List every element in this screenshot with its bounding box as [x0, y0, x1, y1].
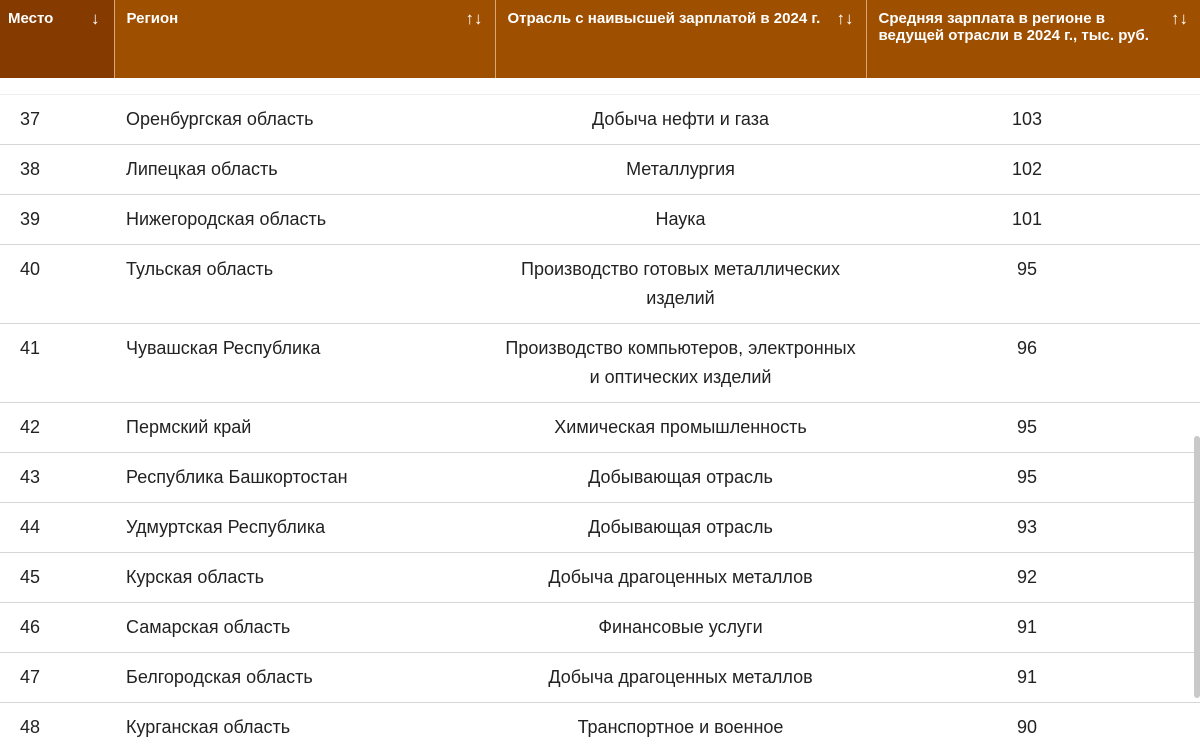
industry-cell: Добыча драгоценных металлов — [495, 553, 866, 603]
industry-cell: Добыча нефти и газа — [495, 95, 866, 145]
region-cell: Курганская область — [114, 703, 495, 750]
header-row — [0, 0, 1200, 78]
salary-cell: 93 — [866, 503, 1200, 553]
salary-cell: 96 — [866, 324, 1200, 403]
salary-cell: 102 — [866, 145, 1200, 195]
region-cell: Нижегородская область — [114, 195, 495, 245]
region-cell: Удмуртская Республика — [114, 503, 495, 553]
rank-cell: 43 — [0, 453, 114, 503]
salary-cell: 95 — [866, 245, 1200, 324]
sort-toggle-icon[interactable]: ↑↓ — [836, 9, 854, 28]
industry-cell: Транспортное и военное — [495, 703, 866, 750]
region-cell: Самарская область — [114, 603, 495, 653]
region-cell: Тульская область — [114, 245, 495, 324]
salary-cell: 90 — [866, 703, 1200, 750]
industry-cell: Наука — [495, 195, 866, 245]
industry-cell: Финансовые услуги — [495, 603, 866, 653]
column-header-rank[interactable] — [0, 0, 114, 78]
rank-cell: 47 — [0, 653, 114, 703]
industry-cell: Металлургия — [495, 145, 866, 195]
region-cell: Пермский край — [114, 403, 495, 453]
sort-descending-icon[interactable]: ↓ — [91, 9, 100, 28]
column-header-rank-label: Место — [8, 10, 54, 27]
industry-cell: Добывающая отрасль — [495, 453, 866, 503]
salary-cell: 101 — [866, 195, 1200, 245]
table-row[interactable] — [0, 195, 1200, 245]
rank-cell: 44 — [0, 503, 114, 553]
table-row[interactable] — [0, 245, 1200, 324]
column-header-salary[interactable] — [866, 0, 1200, 78]
industry-cell: Добывающая отрасль — [495, 503, 866, 553]
table-row[interactable] — [0, 95, 1200, 145]
table-row[interactable] — [0, 403, 1200, 453]
column-header-industry[interactable] — [495, 0, 866, 78]
industry-cell: Производство компьютеров, электронных и оптических изделий — [495, 324, 866, 403]
rank-cell: 38 — [0, 145, 114, 195]
rank-cell: 37 — [0, 95, 114, 145]
region-cell: Белгородская область — [114, 653, 495, 703]
salary-cell: 92 — [866, 553, 1200, 603]
region-cell: Липецкая область — [114, 145, 495, 195]
sort-toggle-icon[interactable]: ↑↓ — [465, 9, 483, 28]
rank-cell: 41 — [0, 324, 114, 403]
table-row[interactable] — [0, 145, 1200, 195]
table-row[interactable] — [0, 553, 1200, 603]
salary-cell: 91 — [866, 653, 1200, 703]
table-row[interactable] — [0, 453, 1200, 503]
column-header-region-label: Регион — [126, 10, 179, 27]
table-body — [0, 78, 1200, 750]
industry-cell: Химическая промышленность — [495, 403, 866, 453]
rank-cell: 40 — [0, 245, 114, 324]
table-header — [0, 0, 1200, 78]
salary-cell: 103 — [866, 95, 1200, 145]
table-row[interactable] — [0, 653, 1200, 703]
table-row[interactable] — [0, 603, 1200, 653]
sort-toggle-icon[interactable]: ↑↓ — [1171, 9, 1188, 28]
industry-cell: Добыча драгоценных металлов — [495, 653, 866, 703]
rank-cell: 39 — [0, 195, 114, 245]
column-header-salary-label: Средняя зарплата в регионе в ведущей отрасли в 2024 г., тыс. руб. — [878, 10, 1149, 44]
region-cell: Чувашская Республика — [114, 324, 495, 403]
rank-cell: 46 — [0, 603, 114, 653]
rank-cell: 48 — [0, 703, 114, 750]
column-header-region[interactable] — [114, 0, 495, 78]
salary-cell: 95 — [866, 403, 1200, 453]
salary-cell: 91 — [866, 603, 1200, 653]
rank-cell: 42 — [0, 403, 114, 453]
salary-cell: 95 — [866, 453, 1200, 503]
region-cell: Оренбургская область — [114, 95, 495, 145]
rank-cell: 45 — [0, 553, 114, 603]
region-cell: Республика Башкортостан — [114, 453, 495, 503]
column-header-industry-label: Отрасль с наивысшей зарплатой в 2024 г. — [507, 10, 821, 27]
scrollbar-thumb[interactable] — [1194, 436, 1200, 698]
table-row[interactable] — [0, 324, 1200, 403]
header-spacer-row — [0, 78, 1200, 95]
table-row[interactable] — [0, 503, 1200, 553]
industry-cell: Производство готовых металлических изделий — [495, 245, 866, 324]
table-row[interactable] — [0, 703, 1200, 750]
region-cell: Курская область — [114, 553, 495, 603]
